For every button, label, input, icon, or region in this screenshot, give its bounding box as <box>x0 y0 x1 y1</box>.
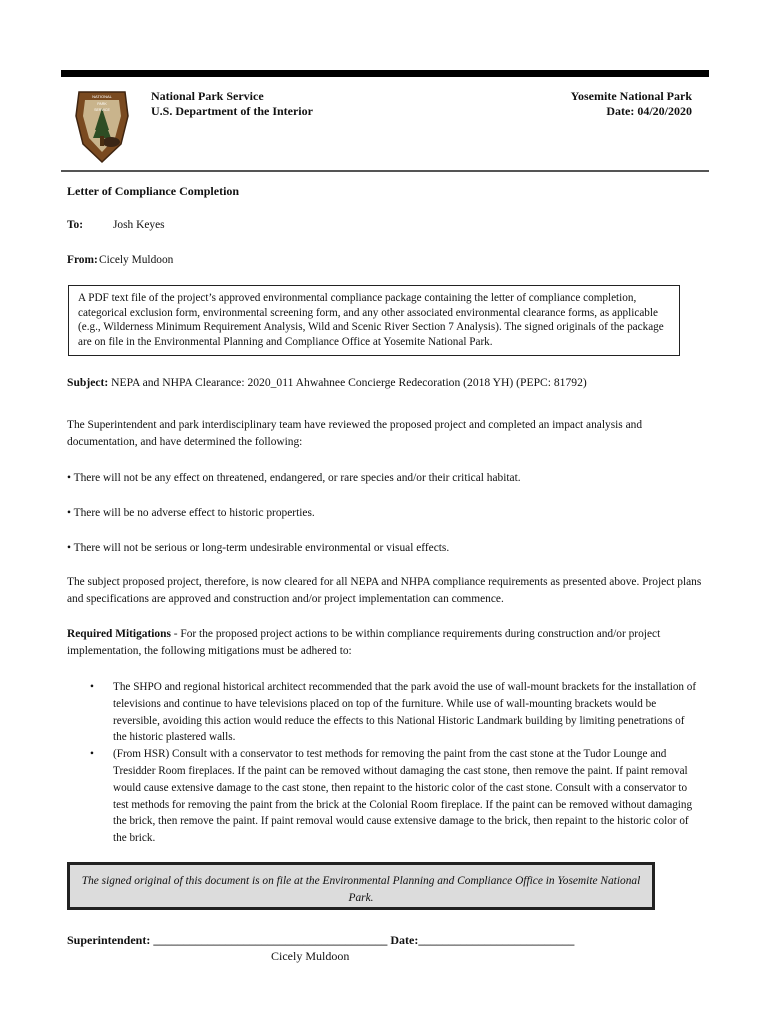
mitigation-text: (From HSR) Consult with a conservator to test methods for removing the paint from the cast stone at the Tudor Lounge and Tresidder Room fireplaces. If the paint can be removed without damaging the cast stone, then remove the paint. If paint removal would cause extensive damage to the cast stone, then repaint to the historic color of the cast stone. Consult with a conservator to test methods for removing the paint from the brick at the Colonial Room fireplace. If the paint can be removed without damaging the brick, then remove the paint. If paint removal would cause extensive damage to the brick, then repaint to the historic color of the brick. <box>113 748 693 845</box>
header-top-rule <box>61 70 709 77</box>
mitigations-intro <box>67 626 703 660</box>
subject-label: Subject: <box>67 376 109 389</box>
signature-line: Superintendent: _______________________________________ Date:__________________________ <box>67 933 575 947</box>
header-bottom-rule <box>61 170 709 172</box>
signed-original-notice: The signed original of this document is on file at the Environmental Planning and Compliance Office in Yosemite National Park. <box>67 862 655 910</box>
pdf-note-box: A PDF text file of the project’s approved environmental compliance package containing the letter of compliance completion, categorical exclusion form, environmental screening form, and any other associated environmental clearance forms, as applicable (e.g., Wilderness Minimum Requirement Analysis, Wild and Scenic River Section 7 Analysis). The signed originals of the package are on file in the Environmental Planning and Compliance Office at Yosemite National Park. <box>68 285 680 356</box>
mitigation-text: The SHPO and regional historical architect recommended that the park avoid the use of wall-mount brackets for the installation of televisions and continue to have televisions placed on top of the furniture. While use of wall-mounting brackets would be reversible, avoiding this action would reduce the effects to this National Historic Landmark building by limiting penetrations of the historic plastered walls. <box>113 681 697 744</box>
from-row <box>67 254 173 266</box>
intro-paragraph: The Superintendent and park interdisciplinary team have reviewed the proposed project and completed an impact analysis and documentation, and have determined the following: <box>67 419 643 448</box>
bullet-glyph: • <box>90 681 94 693</box>
from-label: From: <box>67 254 98 266</box>
subject-value: NEPA and NHPA Clearance: 2020_011 Ahwahnee Concierge Redecoration (2018 YH) (PEPC: 81792) <box>111 376 587 389</box>
signer-name: Cicely Muldoon <box>271 949 350 963</box>
nps-arrowhead-logo <box>73 86 131 164</box>
mitigation-item <box>90 746 700 847</box>
mitigation-item <box>90 679 700 746</box>
header-park-block <box>571 89 692 119</box>
mitigations-intro-text: - For the proposed project actions to be within compliance requirements during construction and/or project implementation, the following mitigations must be adhered to: <box>67 628 661 657</box>
mitigations-label: Required Mitigations <box>67 628 171 640</box>
park-name: Yosemite National Park <box>570 89 692 103</box>
logo-text-national: NATIONAL <box>92 94 112 99</box>
letter-title: Letter of Compliance Completion <box>67 184 240 198</box>
to-label: To: <box>67 219 84 231</box>
finding-item: • There will not be serious or long-term undesirable environmental or visual effects. <box>67 542 450 554</box>
mitigations-list <box>90 679 700 847</box>
letter-date: Date: 04/20/2020 <box>606 104 692 118</box>
bullet-glyph: • <box>90 748 94 761</box>
to-row <box>67 219 165 231</box>
finding-item: • There will be no adverse effect to historic properties. <box>67 507 315 519</box>
header-agency-block <box>151 89 313 119</box>
department-name: U.S. Department of the Interior <box>151 104 313 118</box>
finding-item: • There will not be any effect on threatened, endangered, or rare species and/or their critical habitat. <box>67 472 521 484</box>
subject-line <box>67 376 587 389</box>
logo-text-park: PARK <box>97 102 107 106</box>
from-value: Cicely Muldoon <box>99 254 174 266</box>
agency-name: National Park Service <box>151 89 264 103</box>
clearance-paragraph: The subject proposed project, therefore, is now cleared for all NEPA and NHPA compliance requirements as presented above. Project plans and specifications are approved and construction and/or project implementation can commence. <box>67 576 702 605</box>
to-value: Josh Keyes <box>113 219 165 231</box>
logo-text-service: SERVICE <box>94 108 110 112</box>
